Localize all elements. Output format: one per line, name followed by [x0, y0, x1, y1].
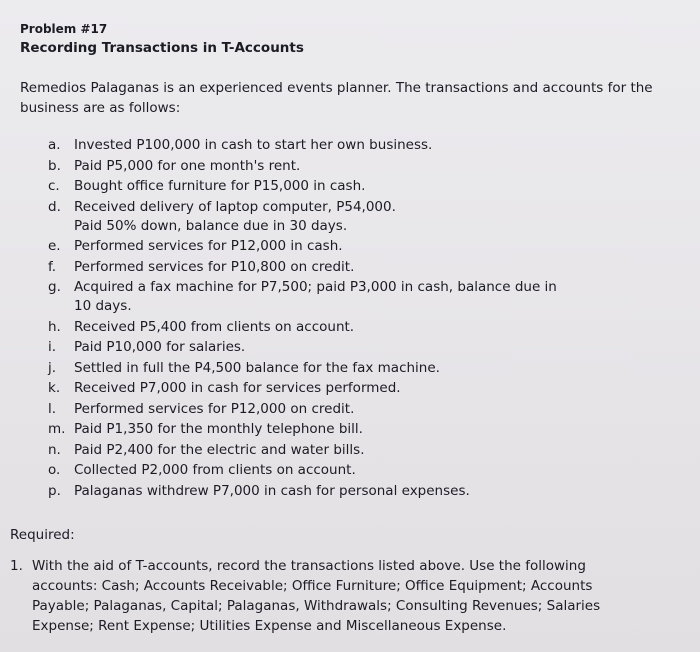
transaction-text: [74, 359, 608, 378]
transaction-letter: e.: [48, 238, 61, 254]
transaction-text: [74, 278, 608, 316]
transaction-letter: o.: [48, 462, 61, 478]
transaction-item: [48, 482, 608, 501]
transaction-line: Paid P2,400 for the electric and water bills.: [74, 441, 365, 458]
transaction-letter: d.: [48, 198, 61, 215]
transaction-item: [48, 359, 608, 378]
required-item-text: With the aid of T-accounts, record the transactions listed above. Use the following accounts: Cash; Accounts Receivable; Office Furniture; Office Equipment; Accounts Payable; Palaganas, Capital; Palaganas, Withdrawals; Consulting Revenues; Salaries Expense; Rent Expense; Utilities Expense and Miscellaneous Expense.: [32, 558, 601, 634]
transaction-item: [48, 136, 608, 155]
intro-paragraph: Remedios Palaganas is an experienced events planner. The transactions and accounts for the business are as follows:: [20, 80, 653, 116]
transaction-letter: b.: [48, 157, 61, 174]
transaction-text: [74, 461, 608, 480]
transaction-line: Paid P5,000 for one month's rent.: [74, 157, 301, 174]
transaction-line: Bought office furniture for P15,000 in cash.: [74, 178, 366, 194]
transaction-item: [48, 400, 608, 419]
transaction-text: [74, 400, 608, 419]
transaction-letter: f.: [48, 258, 57, 275]
transaction-text: [74, 136, 608, 155]
transaction-line: Received delivery of laptop computer, P54,000.: [74, 198, 396, 215]
transaction-item: [48, 157, 608, 176]
transaction-letter: k.: [48, 380, 61, 396]
problem-title: Recording Transactions in T-Accounts: [20, 40, 304, 56]
transaction-letter: l.: [48, 400, 57, 417]
transaction-letter: i.: [48, 339, 57, 355]
transaction-item: [48, 177, 608, 196]
transaction-text: [74, 379, 608, 398]
transaction-text: [74, 318, 608, 337]
transaction-line: Palaganas withdrew P7,000 in cash for personal expenses.: [74, 482, 470, 499]
transaction-item: [48, 237, 608, 256]
transaction-item: [48, 278, 608, 316]
transaction-line: Settled in full the P4,500 balance for the fax machine.: [74, 359, 440, 376]
transaction-line: Paid P10,000 for salaries.: [74, 339, 246, 355]
transaction-item: [48, 198, 608, 236]
transaction-text: [74, 198, 608, 236]
transaction-line: Performed services for P12,000 on credit.: [74, 400, 355, 417]
transaction-letter: h.: [48, 318, 61, 335]
transaction-letter: n.: [48, 441, 61, 458]
transaction-line: Received P7,000 in cash for services performed.: [74, 380, 401, 396]
transaction-item: [48, 318, 608, 337]
required-item-number: 1.: [10, 558, 23, 574]
transaction-text: [74, 258, 608, 277]
transaction-item: [48, 461, 608, 480]
transaction-line: Paid 50% down, balance due in 30 days.: [74, 217, 348, 234]
required-item: [10, 556, 640, 636]
transaction-line: Performed services for P10,800 on credit.: [74, 258, 355, 275]
transaction-text: [74, 482, 608, 501]
transaction-letter: g.: [48, 279, 61, 295]
transaction-text: [74, 157, 608, 176]
transaction-letter: a.: [48, 137, 61, 153]
required-label: Required:: [10, 527, 75, 543]
transaction-letter: j.: [48, 359, 57, 376]
transaction-line: Invested P100,000 in cash to start her own business.: [74, 137, 433, 153]
transaction-letter: c.: [48, 178, 60, 194]
transaction-list: [48, 136, 608, 502]
transaction-text: [74, 237, 608, 256]
transaction-text: [74, 441, 608, 460]
transaction-letter: p.: [48, 482, 61, 499]
transaction-text: [74, 177, 608, 196]
transaction-text: [74, 338, 608, 357]
transaction-letter: m.: [48, 421, 66, 437]
transaction-item: [48, 338, 608, 357]
transaction-line: 10 days.: [74, 298, 132, 314]
problem-number: Problem #17: [20, 22, 108, 36]
transaction-line: Received P5,400 from clients on account.: [74, 318, 355, 335]
transaction-item: [48, 258, 608, 277]
transaction-item: [48, 379, 608, 398]
transaction-text: [74, 420, 608, 439]
transaction-line: Performed services for P12,000 in cash.: [74, 238, 343, 254]
transaction-line: Paid P1,350 for the monthly telephone bill.: [74, 421, 363, 437]
transaction-line: Acquired a fax machine for P7,500; paid P3,000 in cash, balance due in: [74, 279, 557, 295]
transaction-item: [48, 441, 608, 460]
transaction-line: Collected P2,000 from clients on account.: [74, 462, 356, 478]
transaction-item: [48, 420, 608, 439]
